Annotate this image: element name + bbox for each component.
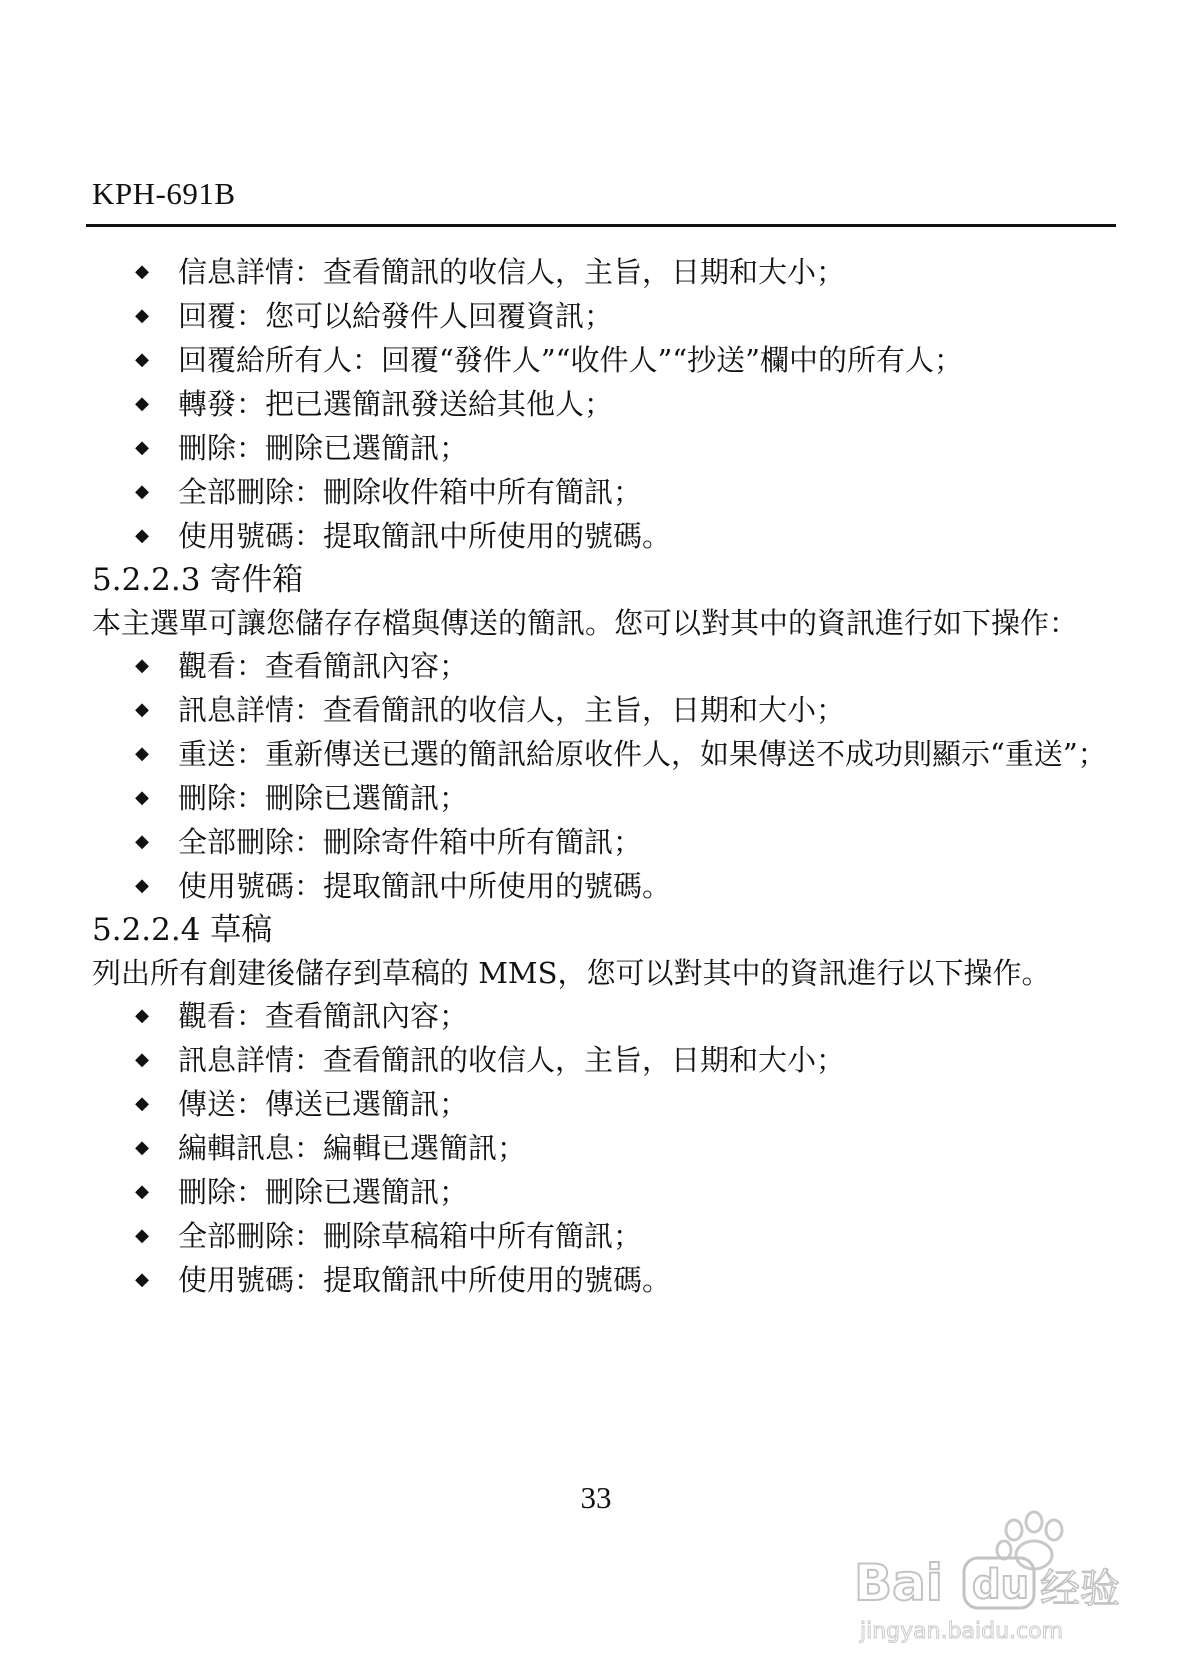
- baidu-jingyan-watermark: [854, 1510, 1144, 1650]
- list-item: [92, 338, 1116, 382]
- diamond-bullet-icon: ◆: [135, 525, 149, 546]
- header-divider: [86, 224, 1116, 227]
- list-item-text: 回覆：您可以給發件人回覆資訊；: [178, 299, 614, 333]
- diamond-bullet-icon: ◆: [135, 875, 149, 896]
- section-heading-drafts: 5.2.2.4 草稿: [92, 912, 273, 948]
- list-item-text: 編輯訊息：編輯已選簡訊；: [178, 1131, 527, 1165]
- diamond-bullet-icon: ◆: [135, 437, 149, 458]
- list-item-text: 觀看：查看簡訊內容；: [178, 649, 469, 683]
- list-item: [92, 426, 1116, 470]
- section-intro-drafts: 列出所有創建後儲存到草稿的 MMS，您可以對其中的資訊進行以下操作。: [92, 956, 1051, 990]
- list-item: [92, 1126, 1116, 1170]
- page-number: 33: [580, 1480, 612, 1515]
- list-item-text: 信息詳情：查看簡訊的收信人，主旨，日期和大小；: [178, 255, 846, 289]
- diamond-bullet-icon: ◆: [135, 1093, 149, 1114]
- list-item-text: 刪除：刪除已選簡訊；: [178, 1175, 469, 1209]
- list-item: [92, 864, 1116, 908]
- page-content: [92, 250, 1116, 1302]
- svg-text:du: du: [972, 1562, 1030, 1608]
- list-item: [92, 644, 1116, 688]
- list-item: [92, 1170, 1116, 1214]
- list-item-text: 訊息詳情：查看簡訊的收信人，主旨，日期和大小；: [178, 1043, 846, 1077]
- diamond-bullet-icon: ◆: [135, 481, 149, 502]
- document-header-title: KPH-691B: [92, 176, 236, 211]
- list-item-text: 刪除：刪除已選簡訊；: [178, 431, 469, 465]
- diamond-bullet-icon: ◆: [135, 261, 149, 282]
- list-item: [92, 470, 1116, 514]
- diamond-bullet-icon: ◆: [135, 305, 149, 326]
- list-item-text: 轉發：把已選簡訊發送給其他人；: [178, 387, 614, 421]
- inbox-options-list: [92, 250, 1116, 558]
- list-item: [92, 1258, 1116, 1302]
- section-heading-outbox: 5.2.2.3 寄件箱: [92, 562, 304, 598]
- list-item-text: 訊息詳情：查看簡訊的收信人，主旨，日期和大小；: [178, 693, 846, 727]
- diamond-bullet-icon: ◆: [135, 1225, 149, 1246]
- list-item-text: 使用號碼：提取簡訊中所使用的號碼。: [178, 519, 672, 553]
- list-item-text: 刪除：刪除已選簡訊；: [178, 781, 469, 815]
- diamond-bullet-icon: ◆: [135, 743, 149, 764]
- diamond-bullet-icon: ◆: [135, 1269, 149, 1290]
- list-item: [92, 732, 1116, 776]
- diamond-bullet-icon: ◆: [135, 1049, 149, 1070]
- list-item-text: 使用號碼：提取簡訊中所使用的號碼。: [178, 1263, 672, 1297]
- diamond-bullet-icon: ◆: [135, 393, 149, 414]
- svg-text:jingyan.baidu.com: jingyan.baidu.com: [860, 1619, 1064, 1644]
- list-item-text: 全部刪除：刪除草稿箱中所有簡訊；: [178, 1219, 643, 1253]
- list-item-text: 全部刪除：刪除寄件箱中所有簡訊；: [178, 825, 643, 859]
- diamond-bullet-icon: ◆: [135, 1137, 149, 1158]
- list-item: [92, 1038, 1116, 1082]
- list-item-text: 回覆給所有人：回覆“發件人”“收件人”“抄送”欄中的所有人；: [178, 343, 963, 377]
- list-item: [92, 382, 1116, 426]
- list-item: [92, 688, 1116, 732]
- svg-text:经验: 经验: [1040, 1566, 1120, 1612]
- list-item: [92, 994, 1116, 1038]
- list-item-text: 重送：重新傳送已選的簡訊給原收件人，如果傳送不成功則顯示“重送”；: [178, 737, 1107, 771]
- list-item: [92, 776, 1116, 820]
- list-item: [92, 1214, 1116, 1258]
- list-item-text: 傳送：傳送已選簡訊；: [178, 1087, 469, 1121]
- list-item-text: 觀看：查看簡訊內容；: [178, 999, 469, 1033]
- diamond-bullet-icon: ◆: [135, 349, 149, 370]
- list-item: [92, 294, 1116, 338]
- diamond-bullet-icon: ◆: [135, 1181, 149, 1202]
- diamond-bullet-icon: ◆: [135, 787, 149, 808]
- list-item-text: 使用號碼：提取簡訊中所使用的號碼。: [178, 869, 672, 903]
- outbox-options-list: [92, 644, 1116, 908]
- section-intro-outbox: 本主選單可讓您儲存存檔與傳送的簡訊。您可以對其中的資訊進行如下操作：: [92, 606, 1079, 640]
- diamond-bullet-icon: ◆: [135, 1005, 149, 1026]
- list-item: [92, 820, 1116, 864]
- diamond-bullet-icon: ◆: [135, 831, 149, 852]
- diamond-bullet-icon: ◆: [135, 699, 149, 720]
- list-item: [92, 514, 1116, 558]
- diamond-bullet-icon: ◆: [135, 655, 149, 676]
- svg-text:Bai: Bai: [854, 1554, 943, 1612]
- drafts-options-list: [92, 994, 1116, 1302]
- list-item: [92, 250, 1116, 294]
- list-item-text: 全部刪除：刪除收件箱中所有簡訊；: [178, 475, 643, 509]
- list-item: [92, 1082, 1116, 1126]
